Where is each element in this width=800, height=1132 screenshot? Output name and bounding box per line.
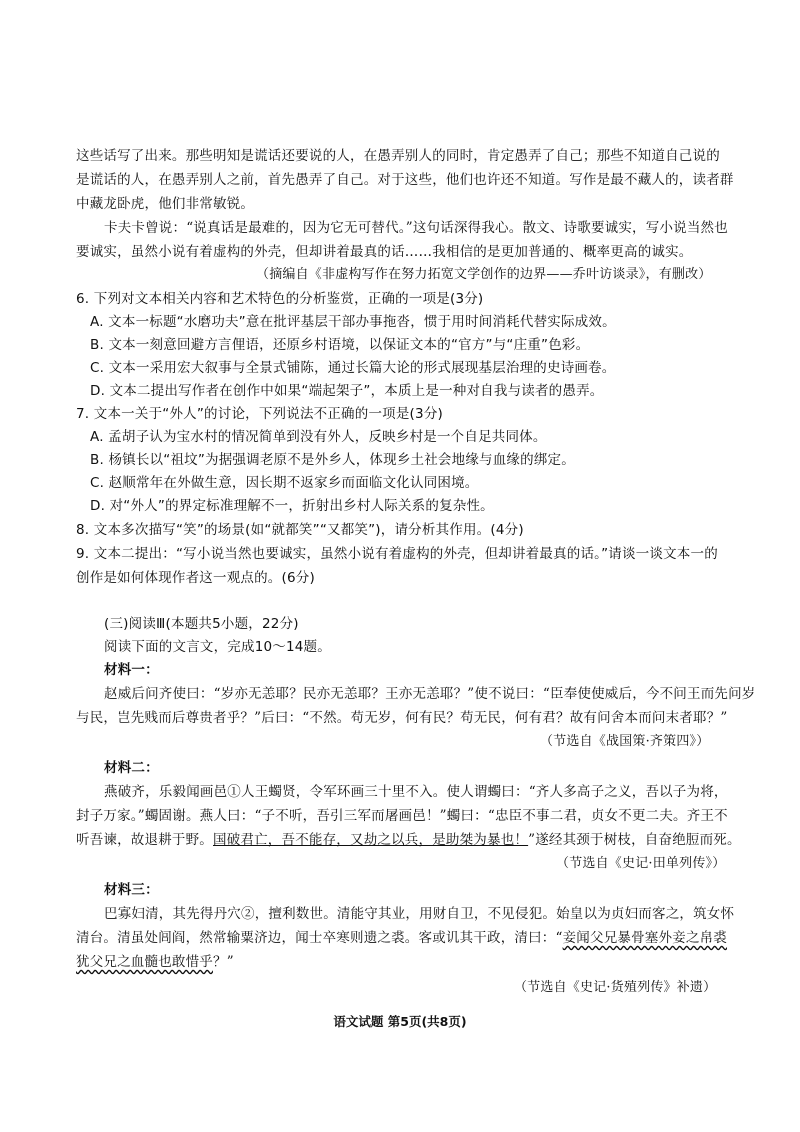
material-3-source: （节选自《史记·货殖列传》补遗）: [514, 980, 717, 995]
material-2-label: 材料二：: [104, 760, 159, 776]
material-3-line-3: [76, 952, 234, 972]
page-footer: 语文试题 第5页(共8页): [333, 1014, 467, 1029]
material-3-line-2-pre: 清台。清虽处闾阎，然常输粟济边，闻士卒寒则遗之裘。客或讥其干政，清曰：“: [76, 930, 563, 946]
question-6-option-b: B. 文本一刻意回避方言俚语，还原乡村语境，以保证文本的“官方”与“庄重”色彩。: [90, 337, 590, 353]
material-1-line-1: 赵威后问齐使曰：“岁亦无恙耶？民亦无恙耶？王亦无恙耶？”使不说曰：“臣奉使使威后，今不问王而先问岁: [104, 686, 756, 702]
question-8: 8. 文本多次描写“笑”的场景(如“就都笑”“又都笑”)，请分析其作用。(4分): [76, 522, 524, 538]
material-2-line-3-pre: 听吾谏，故退耕于野。: [76, 832, 213, 848]
material-2-underlined-sentence: 国破君亡，吾不能存，又劫之以兵，是助桀为暴也！: [213, 832, 529, 848]
question-7-option-a: A. 孟胡子认为宝水村的情况简单到没有外人，反映乡村是一个自足共同体。: [90, 429, 547, 445]
question-9-line-1: 9. 文本二提出：“写小说当然也要诚实，虽然小说有着虚构的外壳，但却讲着最真的话。”请谈一谈文本一的: [76, 546, 718, 562]
section-3-heading: (三)阅读Ⅲ(本题共5小题，22分): [104, 616, 299, 632]
essay-line-3: 中藏龙卧虎，他们非常敏锐。: [76, 196, 255, 212]
question-7-option-c: C. 赵顺常年在外做生意，因长期不返家乡而面临文化认同困境。: [90, 475, 479, 491]
material-3-wavy-sentence-part-1: 妾闻父兄暴骨塞外妾之帛裘: [562, 930, 728, 946]
material-3-line-2: [76, 928, 727, 948]
material-1-line-2: 与民，岂先贱而后尊贵者乎？”后曰：“不然。苟无岁，何有民？苟无民，何有君？故有问舍本而问末者耶？”: [76, 710, 728, 726]
material-2-source: （节选自《史记·田单列传》）: [556, 856, 726, 871]
essay-line-2: 是谎话的人，在愚弄别人之前，首先愚弄了自己。对于这些，他们也许还不知道。写作是最不藏人的，读者群: [76, 172, 734, 188]
question-6-stem: 6. 下列对文本相关内容和艺术特色的分析鉴赏，正确的一项是(3分): [76, 291, 484, 307]
question-9-line-2: 创作是如何体现作者这一观点的。(6分): [76, 570, 315, 586]
material-2-line-3: [76, 830, 741, 850]
material-2-line-2: 封子万家。”蠋固谢。燕人曰：“子不听，吾引三军而屠画邑！”蠋曰：“忠臣不事二君，贞女不更二夫。齐王不: [76, 808, 728, 824]
material-1-label: 材料一：: [104, 662, 159, 678]
material-3-wavy-sentence-part-2: 犹父兄之血髓也敢惜乎: [76, 954, 213, 970]
essay-source: （摘编自《非虚构写作在努力拓宽文学创作的边界——乔叶访谈录》，有删改）: [256, 267, 712, 282]
material-1-source: （节选自《战国策·齐策四》）: [540, 734, 710, 749]
essay-line-5: 要诚实，虽然小说有着虚构的外壳，但却讲着最真的话……我相信的是更加普通的、概率更高的诚实。: [76, 244, 693, 260]
material-2-line-3-post: ”遂经其颈于树枝，自奋绝脰而死。: [528, 832, 741, 848]
material-3-label: 材料三：: [104, 882, 159, 898]
section-3-instruction: 阅读下面的文言文，完成10～14题。: [104, 639, 331, 655]
question-7-option-d: D. 对“外人”的界定标准理解不一，折射出乡村人际关系的复杂性。: [90, 498, 494, 514]
essay-line-1: 这些话写了出来。那些明知是谎话还要说的人，在愚弄别人的同时，肯定愚弄了自己；那些不知道自己说的: [76, 148, 720, 164]
question-7-option-b: B. 杨镇长以“祖坟”为据强调老原不是外乡人，体现乡土社会地缘与血缘的绑定。: [90, 452, 575, 468]
essay-line-4: 卡夫卡曾说：“说真话是最难的，因为它无可替代。”这句话深得我心。散文、诗歌要诚实，写小说当然也: [104, 220, 728, 236]
question-6-option-d: D. 文本二提出写作者在创作中如果“端起架子”，本质上是一种对自我与读者的愚弄。: [90, 383, 604, 399]
question-7-stem: 7. 文本一关于“外人”的讨论，下列说法不正确的一项是(3分): [76, 406, 443, 422]
question-6-option-c: C. 文本一采用宏大叙事与全景式铺陈，通过长篇大论的形式展现基层治理的史诗画卷。: [90, 360, 616, 376]
material-3-line-1: 巴寡妇清，其先得丹穴②，擅利数世。清能守其业，用财自卫，不见侵犯。始皇以为贞妇而客之，筑女怀: [104, 906, 735, 922]
material-3-line-3-post: ？”: [213, 954, 234, 970]
question-6-option-a: A. 文本一标题“水磨功夫”意在批评基层干部办事拖沓，惯于用时间消耗代替实际成效。: [90, 314, 616, 330]
material-2-line-1: 燕破齐，乐毅闻画邑①人王蠋贤，令军环画三十里不入。使人谓蠋曰：“齐人多高子之义，吾以子为将，: [104, 784, 728, 800]
